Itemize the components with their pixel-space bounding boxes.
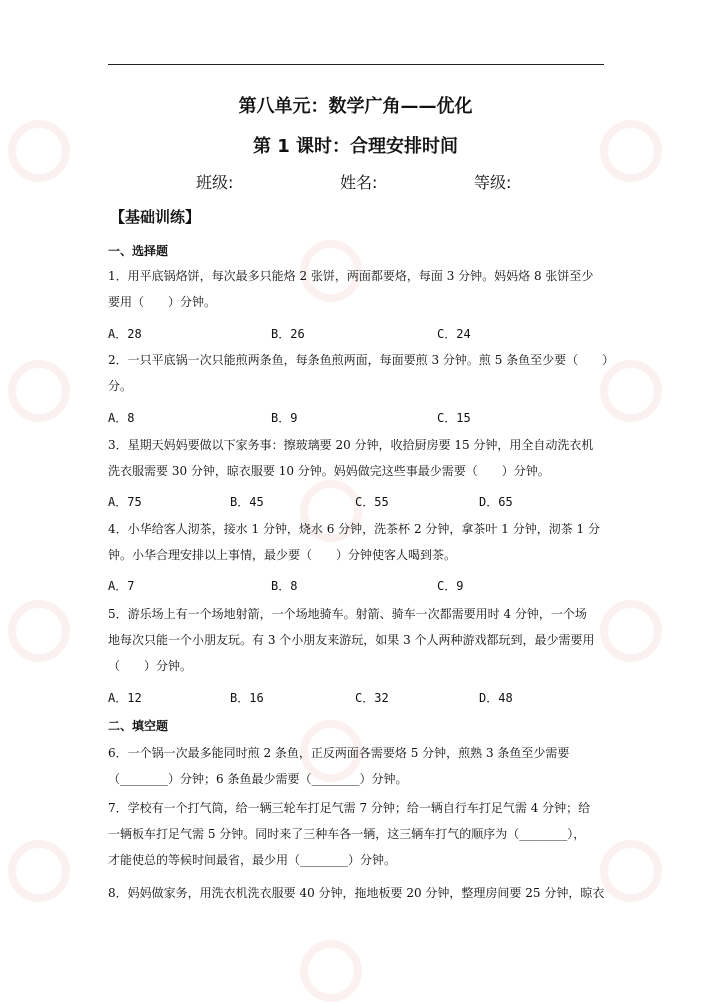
question-line: 2．一只平底锅一次只能煎两条鱼，每条鱼煎两面，每面要煎 3 分钟。煎 5 条鱼至少要（ ） <box>108 353 615 367</box>
question-2 <box>108 347 615 399</box>
question-line: 一辆板车打足气需 5 分钟。同时来了三种车各一辆，这三辆车打气的顺序为（________）， <box>108 827 586 841</box>
question-line: 要用（ ）分钟。 <box>108 295 217 309</box>
question-line: 7．学校有一个打气筒，给一辆三轮车打足气需 7 分钟；给一辆自行车打足气需 4 分钟；给 <box>108 801 591 815</box>
watermark-logo <box>8 840 70 902</box>
question-line: 6．一个锅一次最多能同时煎 2 条鱼，正反两面各需要烙 5 分钟，煎熟 3 条鱼至少需要 <box>108 746 570 760</box>
watermark-logo <box>600 840 662 902</box>
question-1 <box>108 263 608 315</box>
question-line: 3．星期天妈妈要做以下家务事：擦玻璃要 20 分钟，收拾厨房要 15 分钟，用全自动洗衣机 <box>108 438 594 452</box>
option-a: A．8 <box>108 411 135 425</box>
watermark-logo <box>300 940 362 1002</box>
question-line: 洗衣服需要 30 分钟，晾衣服要 10 分钟。妈妈做完这些事最少需要（ ）分钟。 <box>108 464 550 478</box>
header-rule <box>108 64 604 65</box>
option-a: A．75 <box>108 495 142 509</box>
question-3 <box>108 432 608 484</box>
option-b: B．26 <box>271 327 305 341</box>
question-line: 地每次只能一个小朋友玩。有 3 个小朋友来游玩，如果 3 个人两种游戏都玩到，最少需要用 <box>108 633 595 647</box>
question-6 <box>108 740 608 792</box>
option-d: D．48 <box>479 691 513 705</box>
question-4 <box>108 516 608 568</box>
option-b: B．16 <box>230 691 264 705</box>
option-b: B．45 <box>230 495 264 509</box>
question-line: 1．用平底锅烙饼，每次最多只能烙 2 张饼，两面都要烙，每面 3 分钟。妈妈烙 8 张饼至少 <box>108 269 594 283</box>
question-line: 8．妈妈做家务，用洗衣机洗衣服要 40 分钟，拖地板要 20 分钟，整理房间要 25 分钟，晾衣 <box>108 886 605 900</box>
question-line: 钟。小华合理安排以上事情，最少要（ ）分钟使客人喝到茶。 <box>108 548 457 562</box>
option-b: B．8 <box>271 579 298 593</box>
option-a: A．7 <box>108 579 135 593</box>
option-c: C．15 <box>437 411 471 425</box>
part2-title: 二、填空题 <box>108 719 169 733</box>
option-b: B．9 <box>271 411 298 425</box>
option-d: D．65 <box>479 495 513 509</box>
option-c: C．32 <box>355 691 389 705</box>
section-title: 【基础训练】 <box>110 208 201 226</box>
watermark-logo <box>8 360 70 422</box>
question-line: （ ）分钟。 <box>108 659 193 673</box>
option-c: C．24 <box>437 327 471 341</box>
lesson-title: 第 1 课时：合理安排时间 <box>252 136 459 157</box>
watermark-logo <box>600 600 662 662</box>
option-c: C．55 <box>355 495 389 509</box>
question-7 <box>108 795 608 873</box>
option-c: C．9 <box>437 579 464 593</box>
question-line: 分。 <box>108 379 133 393</box>
option-a: A．12 <box>108 691 142 705</box>
question-line: 4．小华给客人沏茶，接水 1 分钟，烧水 6 分钟，洗茶杯 2 分钟，拿茶叶 1 分钟，沏茶 1 分 <box>108 522 600 536</box>
option-a: A．28 <box>108 327 142 341</box>
class-label: 班级: <box>196 173 234 192</box>
watermark-logo <box>600 360 662 422</box>
question-8 <box>108 880 608 906</box>
question-line: 5．游乐场上有一个场地射箭，一个场地骑车。射箭、骑车一次都需要用时 4 分钟，一个场 <box>108 607 587 621</box>
question-line: 才能使总的等候时间最省，最少用（________）分钟。 <box>108 853 397 867</box>
grade-label: 等级: <box>474 173 512 192</box>
part1-title: 一、选择题 <box>108 244 169 258</box>
question-5 <box>108 601 608 679</box>
name-label: 姓名: <box>340 173 378 192</box>
question-line: （________）分钟；6 条鱼最少需要（________）分钟。 <box>108 772 408 786</box>
unit-title: 第八单元：数学广角——优化 <box>238 96 473 117</box>
watermark-logo <box>8 600 70 662</box>
